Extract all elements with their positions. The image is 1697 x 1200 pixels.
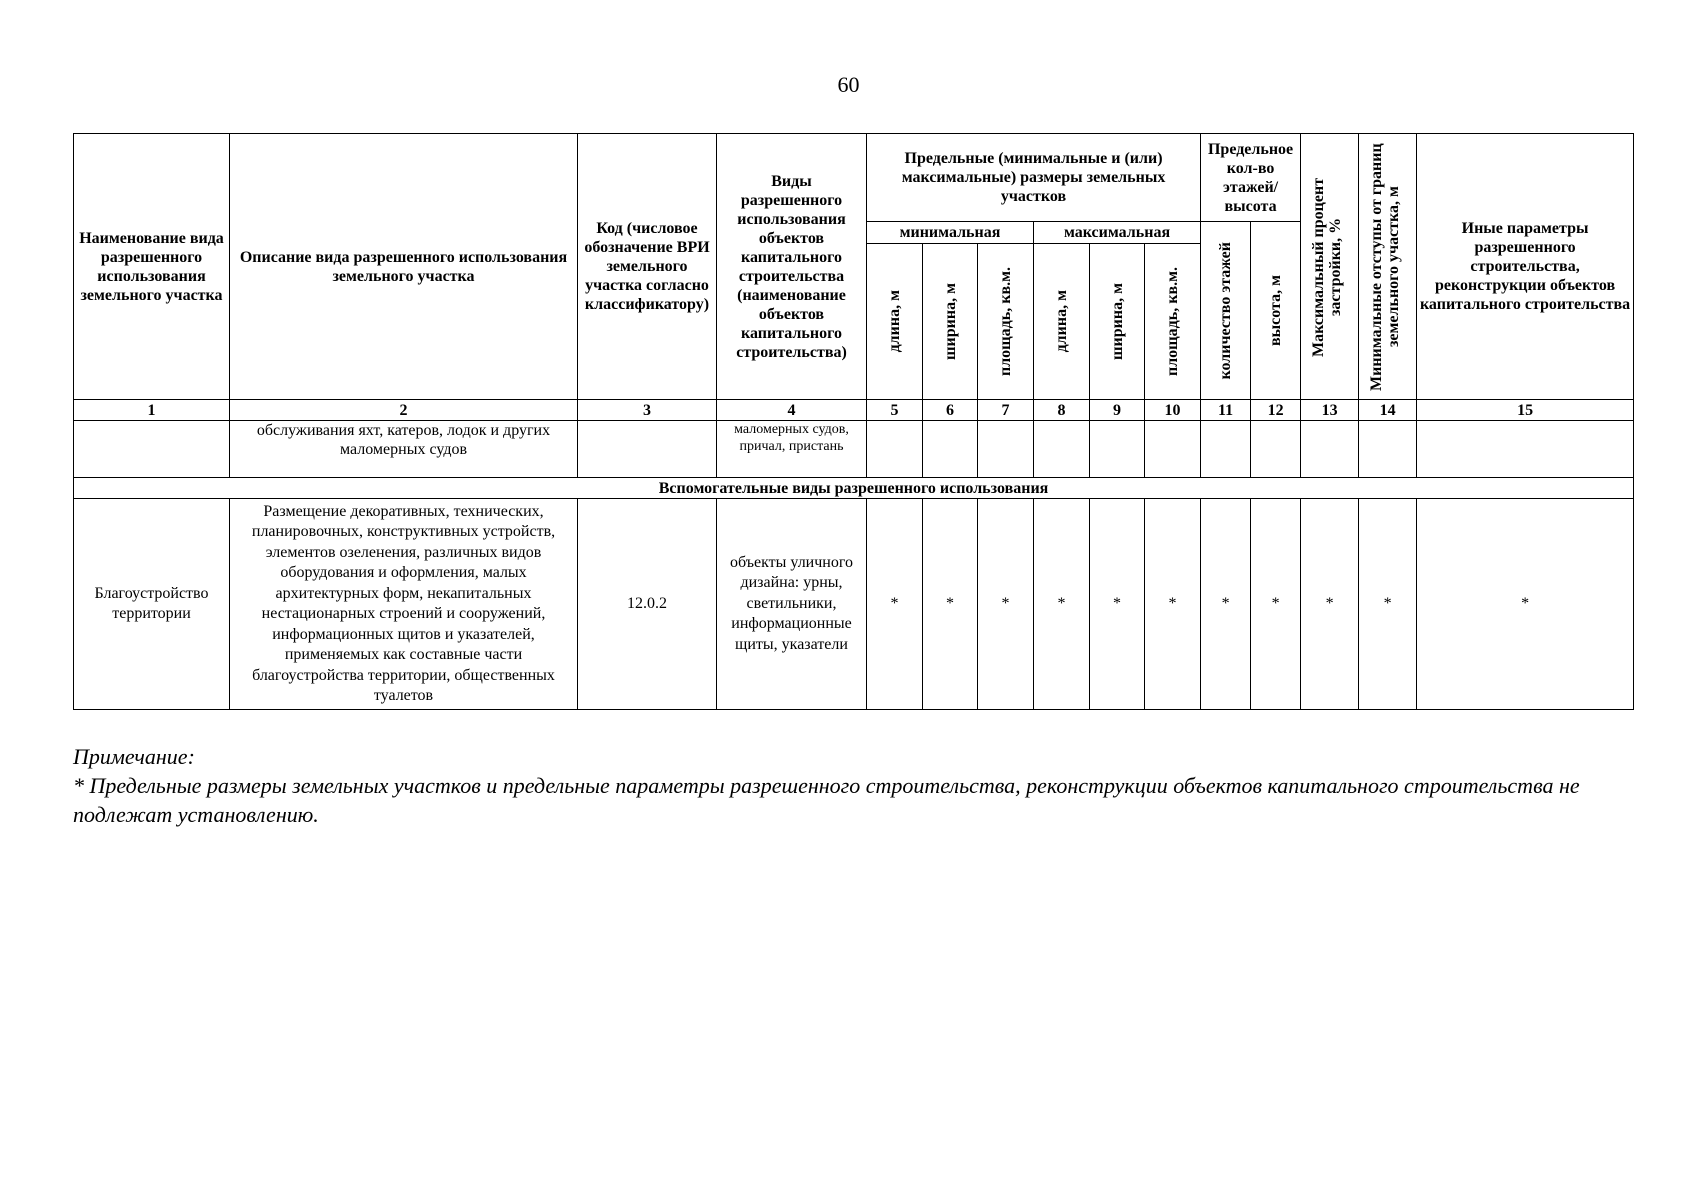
section-row	[74, 478, 1634, 499]
header-description: Описание вида разрешенного использования земельного участка	[230, 134, 578, 400]
header-min-length: длина, м	[867, 244, 923, 400]
header-min-width: ширина, м	[923, 244, 978, 400]
header-height: высота, м	[1251, 222, 1301, 400]
table-cell	[1359, 421, 1417, 478]
continuation-description: обслуживания яхт, катеров, лодок и других маломерных судов	[230, 421, 578, 478]
header-min-setbacks: Минимальные отступы от границ земельного участка, м	[1359, 134, 1417, 400]
header-min: минимальная	[867, 222, 1034, 244]
use-name: Благоустройство территории	[74, 499, 230, 710]
table-cell	[1034, 421, 1090, 478]
param-value: *	[1090, 499, 1145, 710]
table-cell	[923, 421, 978, 478]
table-cell	[1201, 421, 1251, 478]
regulations-table	[73, 133, 1634, 710]
table-cell	[1417, 421, 1634, 478]
section-title: Вспомогательные виды разрешенного использования	[74, 478, 1634, 499]
param-value: *	[1417, 499, 1634, 710]
table-row	[74, 499, 1634, 710]
column-number: 8	[1034, 400, 1090, 421]
table-cell	[74, 421, 230, 478]
continuation-objects: маломерных судов, причал, пристань	[717, 421, 867, 478]
continuation-row	[74, 421, 1634, 478]
column-number-row	[74, 400, 1634, 421]
column-number: 12	[1251, 400, 1301, 421]
header-code: Код (числовое обозначение ВРИ земельного участка согласно классификатору)	[578, 134, 717, 400]
header-other-params: Иные параметры разрешенного строительства, реконструкции объектов капитального строительства	[1417, 134, 1634, 400]
column-number: 2	[230, 400, 578, 421]
column-number: 13	[1301, 400, 1359, 421]
header-floors-height: Предельное кол-во этажей/ высота	[1201, 134, 1301, 222]
param-value: *	[923, 499, 978, 710]
header-max: максимальная	[1034, 222, 1201, 244]
use-code: 12.0.2	[578, 499, 717, 710]
column-number: 10	[1145, 400, 1201, 421]
header-name: Наименование вида разрешенного использования земельного участка	[74, 134, 230, 400]
footnote-text: * Предельные размеры земельных участков и предельные параметры разрешенного строительства, реконструкции объектов капитального строительства не подлежат установлению.	[73, 773, 1580, 827]
footnote	[73, 742, 1633, 829]
header-min-area: площадь, кв.м.	[978, 244, 1034, 400]
param-value: *	[1301, 499, 1359, 710]
header-land-sizes: Предельные (минимальные и (или) максимальные) размеры земельных участков	[867, 134, 1201, 222]
column-number: 4	[717, 400, 867, 421]
header-max-width: ширина, м	[1090, 244, 1145, 400]
column-number: 15	[1417, 400, 1634, 421]
column-number: 6	[923, 400, 978, 421]
column-number: 3	[578, 400, 717, 421]
param-value: *	[867, 499, 923, 710]
header-max-length: длина, м	[1034, 244, 1090, 400]
column-number: 5	[867, 400, 923, 421]
table-cell	[978, 421, 1034, 478]
column-number: 1	[74, 400, 230, 421]
column-number: 7	[978, 400, 1034, 421]
table-cell	[1301, 421, 1359, 478]
header-max-coverage: Максимальный процент застройки, %	[1301, 134, 1359, 400]
param-value: *	[1251, 499, 1301, 710]
column-number: 11	[1201, 400, 1251, 421]
param-value: *	[1034, 499, 1090, 710]
table-cell	[1090, 421, 1145, 478]
column-number: 14	[1359, 400, 1417, 421]
param-value: *	[1145, 499, 1201, 710]
table-cell	[1251, 421, 1301, 478]
use-description: Размещение декоративных, технических, планировочных, конструктивных устройств, элементов озеленения, различных видов оборудования и оформления, малых архитектурных форм, некапитальных нестационарных строений и сооружений, информационных щитов и указателей, применяемых как составные части благоустройства территории, общественных туалетов	[230, 499, 578, 710]
header-max-area: площадь, кв.м.	[1145, 244, 1201, 400]
column-number: 9	[1090, 400, 1145, 421]
use-objects: объекты уличного дизайна: урны, светильники, информационные щиты, указатели	[717, 499, 867, 710]
table-cell	[1145, 421, 1201, 478]
table-cell	[867, 421, 923, 478]
param-value: *	[978, 499, 1034, 710]
footnote-title: Примечание:	[73, 744, 195, 769]
table-cell	[578, 421, 717, 478]
page-number: 60	[837, 72, 860, 97]
param-value: *	[1359, 499, 1417, 710]
header-floor-count: количество этажей	[1201, 222, 1251, 400]
param-value: *	[1201, 499, 1251, 710]
header-objects: Виды разрешенного использования объектов капитального строительства (наименование объектов капитального строительства)	[717, 134, 867, 400]
